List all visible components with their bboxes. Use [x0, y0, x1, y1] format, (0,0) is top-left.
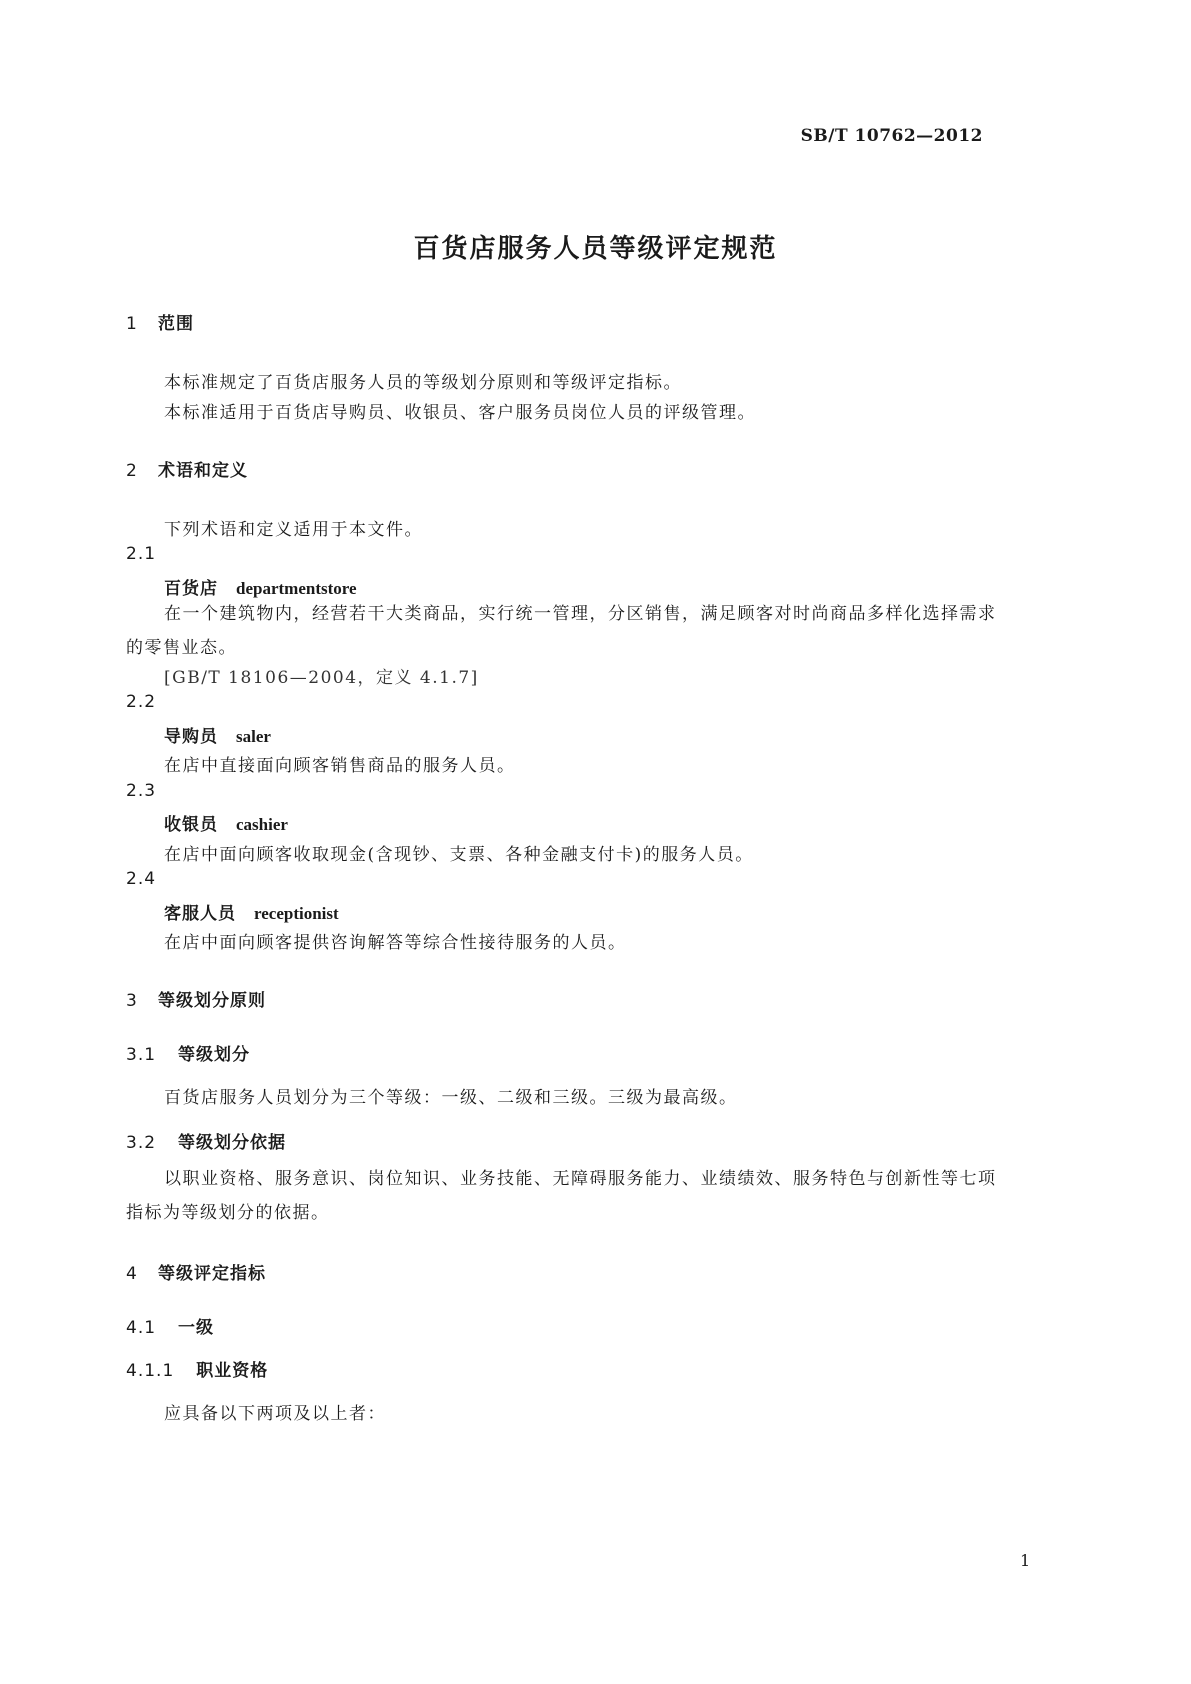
term-en: receptionist [254, 904, 339, 923]
clause-number: 2.4 [126, 869, 157, 889]
section-4-heading [126, 1259, 266, 1284]
term-entry [164, 810, 288, 835]
subsection-number: 3.1 [126, 1045, 157, 1065]
page-number: 1 [1020, 1551, 1031, 1570]
term-definition: 在店中面向顾客提供咨询解答等综合性接待服务的人员。 [164, 933, 627, 953]
term-source: [GB/T 18106—2004，定义 4.1.7] [164, 668, 479, 688]
section-title: 术语和定义 [158, 461, 248, 481]
term-cn: 收银员 [164, 815, 218, 835]
document-title: 百货店服务人员等级评定规范 [413, 234, 778, 264]
section-3-heading [126, 986, 266, 1011]
paragraph: 应具备以下两项及以上者： [164, 1404, 386, 1424]
section-title: 范围 [158, 314, 194, 334]
section-number: 4 [126, 1264, 138, 1284]
subsection-3-1-heading [126, 1040, 250, 1065]
section-title: 等级划分原则 [158, 991, 266, 1011]
section-number: 3 [126, 991, 138, 1011]
paragraph: 下列术语和定义适用于本文件。 [164, 520, 423, 540]
clause-number: 2.1 [126, 544, 157, 564]
subsection-title: 职业资格 [196, 1361, 269, 1381]
section-1-heading [126, 309, 194, 334]
subsection-title: 等级划分 [178, 1045, 251, 1065]
clause-number: 2.3 [126, 781, 157, 801]
subsection-4-1-heading [126, 1313, 214, 1338]
term-en: cashier [236, 815, 288, 834]
term-entry [164, 722, 271, 747]
subsection-4-1-1-heading [126, 1356, 268, 1381]
subsection-number: 3.2 [126, 1133, 157, 1153]
term-definition: 在店中面向顾客收取现金(含现钞、支票、各种金融支付卡)的服务人员。 [164, 845, 754, 865]
term-entry [164, 899, 339, 924]
section-2-heading [126, 456, 248, 481]
term-cn: 客服人员 [164, 904, 236, 924]
clause-number: 2.2 [126, 692, 157, 712]
subsection-number: 4.1.1 [126, 1361, 175, 1381]
paragraph: 本标准规定了百货店服务人员的等级划分原则和等级评定指标。 [164, 373, 682, 393]
term-definition: 在一个建筑物内，经营若干大类商品，实行统一管理，分区销售，满足顾客对时尚商品多样化选择需求的零售业态。 [126, 604, 997, 658]
paragraph: 以职业资格、服务意识、岗位知识、业务技能、无障碍服务能力、业绩绩效、服务特色与创新性等七项指标为等级划分的依据。 [126, 1169, 997, 1223]
section-number: 1 [126, 314, 138, 334]
term-entry [164, 574, 357, 599]
subsection-title: 一级 [178, 1318, 215, 1338]
section-title: 等级评定指标 [158, 1264, 266, 1284]
subsection-3-2-heading [126, 1128, 286, 1153]
term-en: departmentstore [236, 579, 357, 598]
paragraph: 百货店服务人员划分为三个等级：一级、二级和三级。三级为最高级。 [164, 1088, 738, 1108]
term-cn: 导购员 [164, 727, 218, 747]
term-en: saler [236, 727, 271, 746]
subsection-title: 等级划分依据 [178, 1133, 287, 1153]
term-cn: 百货店 [164, 579, 218, 599]
subsection-number: 4.1 [126, 1318, 157, 1338]
paragraph: 本标准适用于百货店导购员、收银员、客户服务员岗位人员的评级管理。 [164, 403, 756, 423]
section-number: 2 [126, 461, 138, 481]
term-definition: 在店中直接面向顾客销售商品的服务人员。 [164, 756, 516, 776]
standard-code: SB/T 10762—2012 [800, 126, 983, 146]
